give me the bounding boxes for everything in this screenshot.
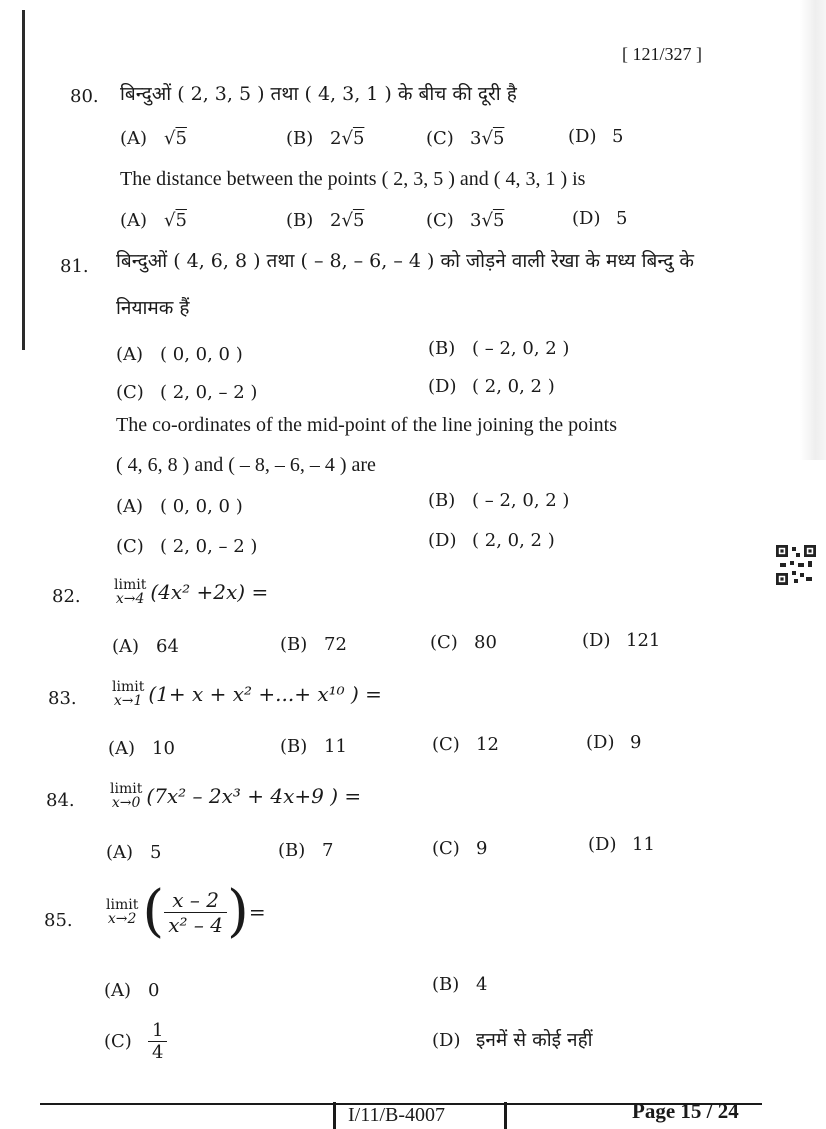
q82-option-c: (C) 80 bbox=[430, 632, 497, 653]
q81-english-option-a: (A) ( 0, 0, 0 ) bbox=[116, 496, 243, 517]
margin-rule bbox=[22, 10, 25, 350]
question-82-expression: limit x→4 (4x² +2x) = bbox=[114, 577, 269, 607]
q82-option-a: (A) 64 bbox=[112, 636, 179, 657]
question-number-80: 80. bbox=[70, 86, 99, 107]
question-81-hindi-line2: नियामक हैं bbox=[116, 297, 190, 319]
q80-hindi-option-a: (A) √5 bbox=[120, 128, 187, 149]
q81-hindi-option-d: (D) ( 2, 0, 2 ) bbox=[428, 376, 555, 397]
question-84-expression: limit x→0 (7x² – 2x³ + 4x+9 ) = bbox=[110, 781, 362, 811]
q84-option-d: (D) 11 bbox=[588, 834, 655, 855]
q81-english-option-d: (D) ( 2, 0, 2 ) bbox=[428, 530, 555, 551]
question-80-english: The distance between the points ( 2, 3, 5 ) and ( 4, 3, 1 ) is bbox=[120, 168, 586, 190]
q85-option-b: (B) 4 bbox=[432, 974, 488, 995]
q84-option-a: (A) 5 bbox=[106, 842, 162, 863]
page-number: Page 15 / 24 bbox=[632, 1099, 739, 1123]
question-number-84: 84. bbox=[46, 790, 75, 811]
paper-code: [ 121/327 ] bbox=[622, 44, 702, 64]
q85-option-a: (A) 0 bbox=[104, 980, 160, 1001]
q83-option-c: (C) 12 bbox=[432, 734, 499, 755]
q85-option-c: (C) $\frac{1}{4}$ bbox=[104, 1020, 167, 1063]
q84-option-c: (C) 9 bbox=[432, 838, 488, 859]
q80-hindi-option-b: (B) 2√5 bbox=[286, 128, 365, 149]
question-number-83: 83. bbox=[48, 688, 77, 709]
q81-hindi-option-c: (C) ( 2, 0, – 2 ) bbox=[116, 382, 258, 403]
question-85-expression: limit x→2 ( $\frac{x - 2}{\text{x² – 4}}$ )= bbox=[106, 879, 266, 944]
q80-hindi-option-d: (D) 5 bbox=[568, 126, 624, 147]
question-number-82: 82. bbox=[52, 586, 81, 607]
question-81-english-line2: ( 4, 6, 8 ) and ( – 8, – 6, – 4 ) are bbox=[116, 454, 376, 476]
q80-english-option-b: (B) 2√5 bbox=[286, 210, 365, 231]
booklet-code: I/11/B-4007 bbox=[348, 1104, 446, 1126]
question-number-81: 81. bbox=[60, 256, 89, 277]
q83-option-a: (A) 10 bbox=[108, 738, 175, 759]
q81-english-option-c: (C) ( 2, 0, – 2 ) bbox=[116, 536, 258, 557]
q81-english-option-b: (B) ( – 2, 0, 2 ) bbox=[428, 490, 570, 511]
q85-option-d: (D) इनमें से कोई नहीं bbox=[432, 1029, 593, 1051]
question-81-english-line1: The co-ordinates of the mid-point of the line joining the points bbox=[116, 414, 618, 436]
question-83-expression: limit x→1 (1+ x + x² +...+ x¹⁰ ) = bbox=[112, 679, 382, 709]
q81-hindi-option-b: (B) ( – 2, 0, 2 ) bbox=[428, 338, 570, 359]
q83-option-d: (D) 9 bbox=[586, 732, 642, 753]
q82-option-d: (D) 121 bbox=[582, 630, 661, 651]
q83-option-b: (B) 11 bbox=[280, 736, 347, 757]
question-80-hindi: बिन्दुओं ( 2, 3, 5 ) तथा ( 4, 3, 1 ) के बीच की दूरी है bbox=[120, 83, 517, 105]
q84-option-b: (B) 7 bbox=[278, 840, 334, 861]
q80-hindi-option-c: (C) 3√5 bbox=[426, 128, 505, 149]
q81-hindi-option-a: (A) ( 0, 0, 0 ) bbox=[116, 344, 243, 365]
qr-code-icon bbox=[776, 545, 816, 585]
q80-english-option-d: (D) 5 bbox=[572, 208, 628, 229]
q80-english-option-c: (C) 3√5 bbox=[426, 210, 505, 231]
question-81-hindi-line1: बिन्दुओं ( 4, 6, 8 ) तथा ( – 8, – 6, – 4 ) को जोड़ने वाली रेखा के मध्य बिन्दु के bbox=[116, 250, 694, 272]
q80-english-option-a: (A) √5 bbox=[120, 210, 187, 231]
q82-option-b: (B) 72 bbox=[280, 634, 347, 655]
question-number-85: 85. bbox=[44, 910, 73, 931]
scan-edge bbox=[800, 0, 826, 460]
